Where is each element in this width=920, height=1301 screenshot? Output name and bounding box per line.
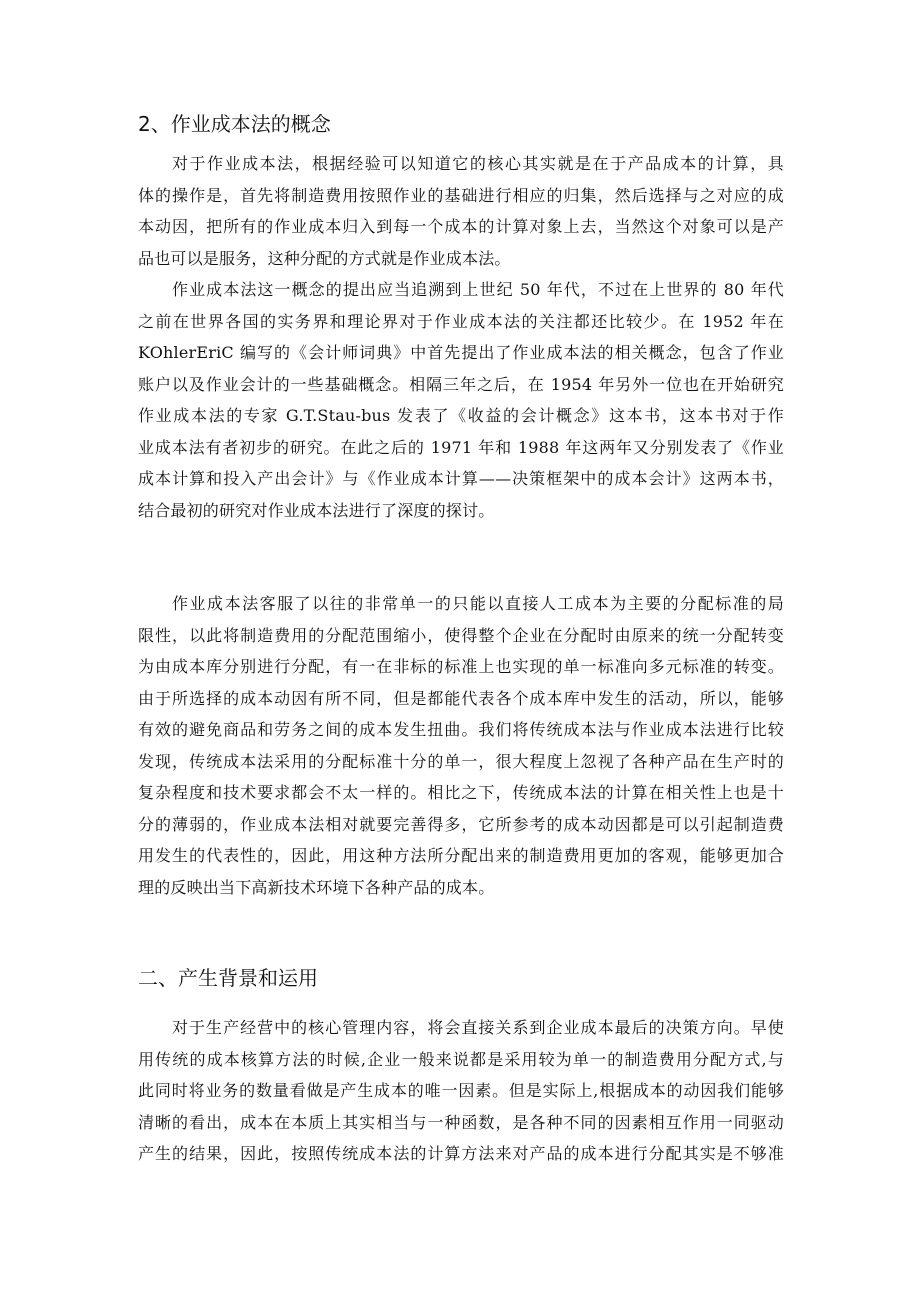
text-line: 成本计算和投入产出会计》与《作业成本计算——决策框架中的成本会计》这两本书，	[138, 469, 784, 488]
text-line: 本动因，把所有的作业成本归入到每一个成本的计算对象上去，当然这个对象可以是产	[138, 217, 784, 236]
text-line: KOhlerEriC 编写的《会计师词典》中首先提出了作业成本法的相关概念，包含了作业	[138, 343, 784, 362]
text-line: 账户以及作业会计的一些基础概念。相隔三年之后，在 1954 年另外一位也在开始研究	[138, 374, 784, 394]
text-line: 对于生产经营中的核心管理内容，将会直接关系到企业成本最后的决策方向。早使	[172, 1018, 784, 1037]
text-line: 作业成本法客服了以往的非常单一的只能以直接人工成本为主要的分配标准的局	[172, 594, 784, 613]
text-line: 品也可以是服务，这种分配的方式就是作业成本法。	[138, 248, 511, 268]
text-line: 限性，以此将制造费用的分配范围缩小，使得整个企业在分配时由原来的统一分配转变	[138, 625, 784, 645]
text-line: 产生的结果，因此，按照传统成本法的计算方法来对产品的成本进行分配其实是不够准	[138, 1144, 784, 1163]
text-line: 对于作业成本法，根据经验可以知道它的核心其实就是在于产品成本的计算，具	[172, 154, 784, 173]
text-line: 清晰的看出，成本在本质上其实相当与一种函数，是各种不同的因素相互作用一同驱动	[138, 1112, 784, 1132]
text-line: 业成本法有者初步的研究。在此之后的 1971 年和 1988 年这两年又分别发表了《作业	[138, 437, 784, 457]
text-line: 由于所选择的成本动因有所不同，但是都能代表各个成本库中发生的活动，所以，能够	[138, 688, 784, 708]
text-line: 用传统的成本核算方法的时候,企业一般来说都是采用较为单一的制造费用分配方式,与	[138, 1049, 784, 1069]
text-line: 作业成本法的专家 G.T.Stau-bus 发表了《收益的会计概念》这本书，这本书对于作	[138, 406, 784, 425]
text-line: 之前在世界各国的实务界和理论界对于作业成本法的关注都还比较少。在 1952 年在	[138, 311, 784, 331]
paragraph-background	[138, 1012, 784, 1170]
section-heading-background-and-application: 二、产生背景和运用	[138, 966, 318, 990]
text-line: 体的操作是，首先将制造费用按照作业的基础进行相应的归集，然后选择与之对应的成	[138, 185, 784, 205]
section-heading-activity-based-costing-concept: 2、作业成本法的概念	[138, 112, 331, 136]
text-line: 分的薄弱的，作业成本法相对就要完善得多，它所参考的成本动因都是可以引起制造费	[138, 814, 784, 834]
text-line: 复杂程度和技术要求都会不太一样的。相比之下，传统成本法的计算在相关性上也是十	[138, 783, 784, 802]
paragraph-definition	[138, 148, 784, 274]
paragraph-history	[138, 274, 784, 526]
text-line: 理的反映出当下高新技术环境下各种产品的成本。	[138, 877, 495, 897]
paragraph-advantages	[138, 588, 784, 903]
text-line: 有效的避免商品和劳务之间的成本发生扭曲。我们将传统成本法与作业成本法进行比较	[138, 720, 784, 739]
text-line: 作业成本法这一概念的提出应当追溯到上世纪 50 年代，不过在上世界的 80 年代	[172, 280, 784, 299]
text-line: 此同时将业务的数量看做是产生成本的唯一因素。但是实际上,根据成本的动因我们能够	[138, 1081, 784, 1100]
text-line: 发现，传统成本法采用的分配标准十分的单一，很大程度上忽视了各种产品在生产时的	[138, 751, 784, 771]
text-line: 为由成本库分别进行分配，有一在非标的标准上也实现的单一标准向多元标准的转变。	[138, 657, 784, 676]
text-line: 用发生的代表性的，因此，用这种方法所分配出来的制造费用更加的客观，能够更加合	[138, 846, 784, 865]
text-line: 结合最初的研究对作业成本法进行了深度的探讨。	[138, 500, 495, 520]
